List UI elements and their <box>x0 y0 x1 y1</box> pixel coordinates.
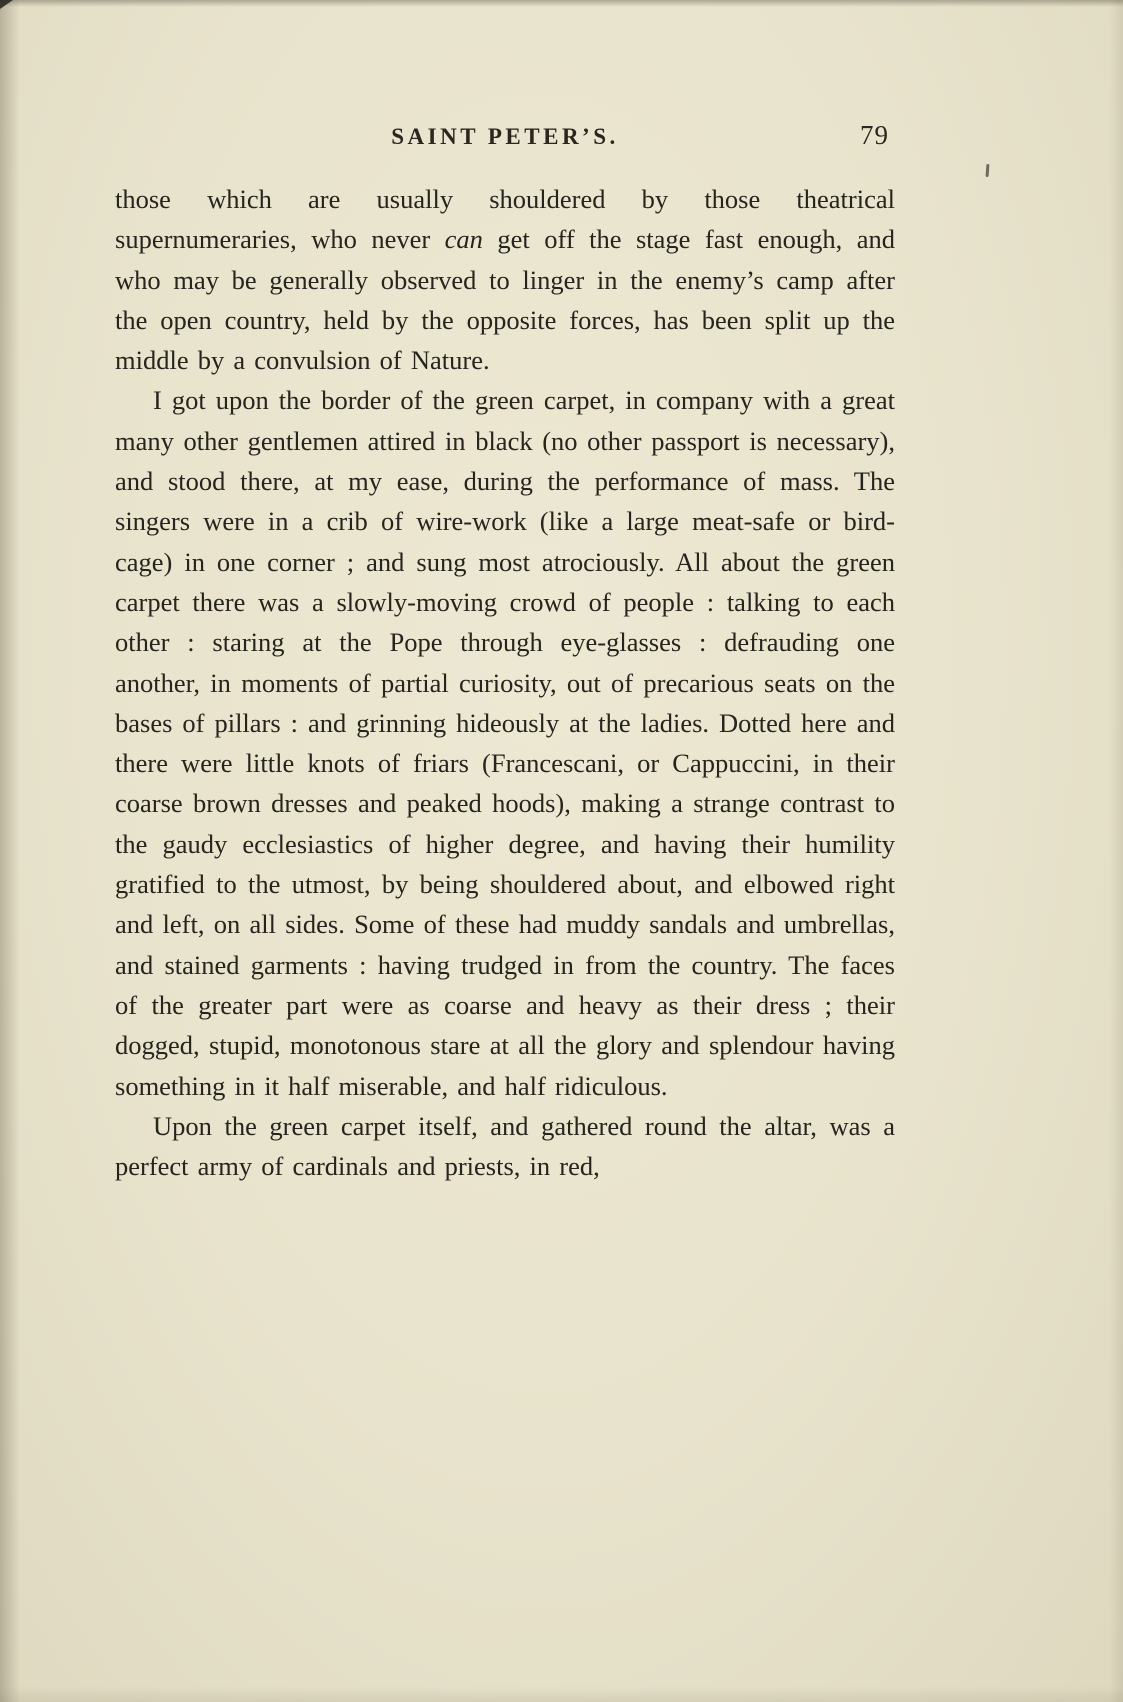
text-segment: Upon the green carpet itself, and gathered round the altar, was a perfect army of cardinals and priests, in red, <box>115 1110 895 1182</box>
italic-text-segment: can <box>444 224 483 255</box>
page-body <box>115 179 895 1186</box>
text-segment: those which are usually shouldered by those theatrical supernumeraries, who never <box>115 184 895 255</box>
text-segment: I got upon the border of the green carpet, in company with a great many other gentlemen attired in black (no other passport is necessary), and stood there, at my ease, during the performance of mass. The singers were in a crib of wire-work (like a large meat-safe or bird-cage) in one corner ; and sung most atrociously. All about the green carpet there was a slowly-moving crowd of people : talking to each other : staring at the Pope through eye-glasses : defrauding one another, in moments of partial curiosity, out of precarious seats on the bases of pillars : and grinning hideously at the ladies. Dotted here and there were little knots of friars (Francescani, or Cappuccini, in their coarse brown dresses and peaked hoods), making a strange contrast to the gaudy ecclesiastics of higher degree, and having their humility gratified to the utmost, by being shouldered about, and elbowed right and left, on all sides. Some of these had muddy sandals and umbrellas, and stained garments : having trudged in from the country. The faces of the greater part were as coarse and heavy as their dress ; their dogged, stupid, monotonous stare at all the glory and splendour having something in it half miserable, and half ridiculous. <box>115 385 895 1101</box>
text-segment: get off the stage fast enough, and who may be generally observed to linger in the enemy’s camp after the open country, held by the opposite forces, has been split up the middle by a convulsion of Nature. <box>115 224 896 376</box>
paragraph <box>115 1106 895 1187</box>
scan-corner-mark <box>0 0 13 9</box>
paragraph <box>115 380 895 1105</box>
page-number: 79 <box>860 120 889 150</box>
page-header <box>115 120 895 156</box>
paragraph <box>115 179 895 380</box>
running-title: SAINT PETER’S. <box>391 124 619 149</box>
scan-artifact <box>986 164 990 177</box>
